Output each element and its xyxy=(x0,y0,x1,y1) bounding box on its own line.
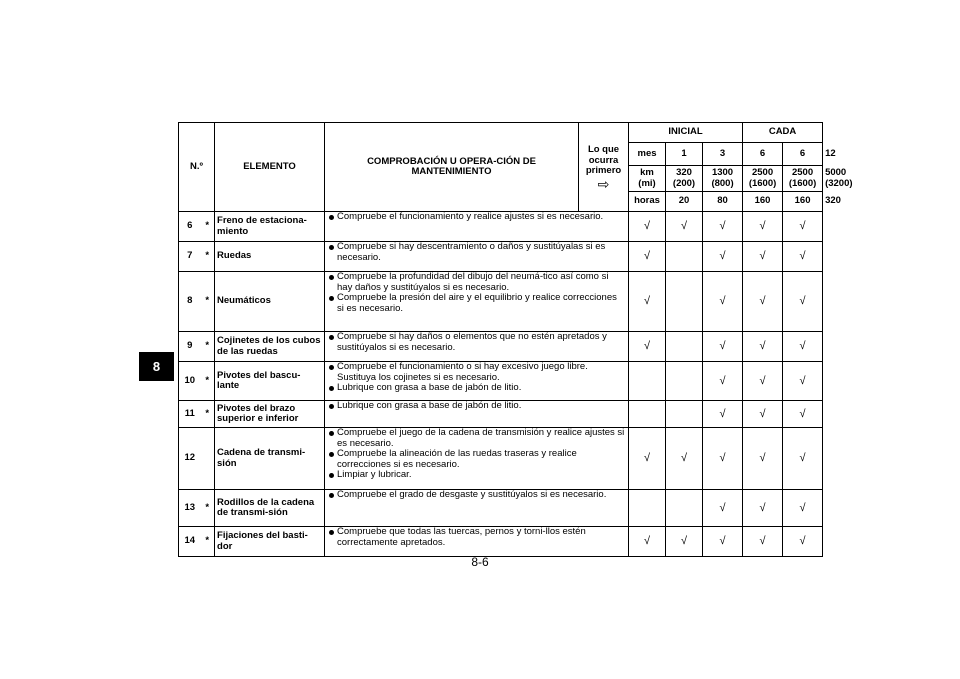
mes-value: 1 xyxy=(666,143,703,166)
check-mark: √ xyxy=(783,490,823,527)
km-label-line-2: (mi) xyxy=(638,177,656,189)
row-checks xyxy=(325,401,629,428)
check-item: Limpiar y lubricar. xyxy=(327,470,626,481)
row-element: Cojinetes de los cubos de las ruedas xyxy=(215,332,325,362)
check-mark xyxy=(629,490,666,527)
table-row xyxy=(179,332,823,362)
row-number: 12 xyxy=(179,428,201,490)
table-header: N.º ELEMENTO COMPROBACIÓN U OPERA-CIÓN DE MANTENIMIENTO Lo que ocurra primero ⇨ INICIAL CADA mes 1 3 6 6 12 km (mi) 320 (200) 1300 (800) 2500 (1600) 2500 (1600) 5000 (3200) horas 20 80 160 160 320 xyxy=(179,123,823,212)
check-mark: √ xyxy=(666,428,703,490)
km-value-km: 2500 xyxy=(791,167,814,178)
check-mark: √ xyxy=(629,212,666,242)
horas-value: 160 xyxy=(783,192,823,212)
km-value-mi: (1600) xyxy=(748,177,777,189)
row-star: * xyxy=(201,212,215,242)
row-element: Pivotes del brazo superior e inferior xyxy=(215,401,325,428)
row-element: Cadena de transmi-sión xyxy=(215,428,325,490)
header-initial: INICIAL xyxy=(629,123,743,143)
km-label-line-1: km xyxy=(640,167,654,178)
check-mark: √ xyxy=(666,212,703,242)
mes-value: 6 xyxy=(743,143,783,166)
row-element: Ruedas xyxy=(215,242,325,272)
check-mark: √ xyxy=(743,272,783,332)
horas-value: 160 xyxy=(743,192,783,212)
check-mark: √ xyxy=(783,362,823,401)
row-star: * xyxy=(201,527,215,557)
check-mark: √ xyxy=(703,332,743,362)
row-number: 13 xyxy=(179,490,201,527)
check-item: Compruebe el funcionamiento o si hay excesivo juego libre. Sustituya los cojinetes si es necesario. xyxy=(327,362,626,383)
check-mark: √ xyxy=(703,212,743,242)
mes-value: 3 xyxy=(703,143,743,166)
km-value-mi: (3200) xyxy=(825,177,853,189)
header-element: ELEMENTO xyxy=(215,123,325,212)
check-item: Lubrique con grasa a base de jabón de litio. xyxy=(327,401,626,412)
check-mark: √ xyxy=(783,212,823,242)
km-value xyxy=(743,166,783,192)
check-mark: √ xyxy=(703,527,743,557)
check-mark xyxy=(666,272,703,332)
row-checks xyxy=(325,242,629,272)
check-mark: √ xyxy=(629,332,666,362)
maintenance-table xyxy=(178,122,853,557)
check-mark: √ xyxy=(743,527,783,557)
row-number: 14 xyxy=(179,527,201,557)
mes-value: 6 xyxy=(783,143,823,166)
check-mark: √ xyxy=(629,242,666,272)
row-checks xyxy=(325,428,629,490)
check-mark: √ xyxy=(666,527,703,557)
whichever-line-1: Lo que xyxy=(587,144,620,155)
row-checks xyxy=(325,332,629,362)
check-mark xyxy=(666,362,703,401)
check-item: Compruebe si hay daños o elementos que no estén apretados y sustitúyalos si es necesario. xyxy=(327,332,626,353)
check-mark: √ xyxy=(743,362,783,401)
table-row xyxy=(179,362,823,401)
check-mark: √ xyxy=(629,272,666,332)
check-mark: √ xyxy=(703,242,743,272)
check-item: Compruebe el grado de desgaste y sustitúyalos si es necesario. xyxy=(327,490,626,501)
check-mark: √ xyxy=(629,527,666,557)
km-value-km: 320 xyxy=(676,167,692,178)
table-row xyxy=(179,428,823,490)
header-every: CADA xyxy=(743,123,823,143)
row-star: * xyxy=(201,490,215,527)
check-mark xyxy=(629,362,666,401)
header-check: COMPROBACIÓN U OPERA-CIÓN DE MANTENIMIENTO xyxy=(325,123,579,212)
row-number: 9 xyxy=(179,332,201,362)
row-number: 11 xyxy=(179,401,201,428)
row-number: 8 xyxy=(179,272,201,332)
row-checks xyxy=(325,527,629,557)
check-mark: √ xyxy=(783,527,823,557)
row-element: Pivotes del bascu-lante xyxy=(215,362,325,401)
check-mark: √ xyxy=(783,272,823,332)
row-star: * xyxy=(201,242,215,272)
check-mark: √ xyxy=(783,428,823,490)
table-body xyxy=(179,212,823,557)
page-number: 8-6 xyxy=(471,555,489,569)
check-mark: √ xyxy=(703,428,743,490)
row-star: * xyxy=(201,401,215,428)
check-mark: √ xyxy=(703,362,743,401)
check-mark: √ xyxy=(743,242,783,272)
chapter-tab xyxy=(139,352,174,381)
row-element: Freno de estaciona-miento xyxy=(215,212,325,242)
horas-value: 20 xyxy=(666,192,703,212)
row-checks xyxy=(325,490,629,527)
check-mark: √ xyxy=(743,490,783,527)
horas-label: horas xyxy=(629,192,666,212)
chapter-tab-label: 8 xyxy=(152,359,161,374)
row-element: Rodillos de la cadena de transmi-sión xyxy=(215,490,325,527)
km-value-mi: (1600) xyxy=(788,177,817,189)
km-value xyxy=(783,166,823,192)
check-mark: √ xyxy=(703,490,743,527)
check-mark: √ xyxy=(743,401,783,428)
check-mark xyxy=(666,401,703,428)
check-mark: √ xyxy=(743,332,783,362)
header-num: N.º xyxy=(179,123,215,212)
header-whichever xyxy=(579,123,629,212)
check-mark xyxy=(629,401,666,428)
row-number: 10 xyxy=(179,362,201,401)
check-mark: √ xyxy=(629,428,666,490)
check-item: Compruebe la presión del aire y el equilibrio y realice correcciones si es necesario. xyxy=(327,293,626,314)
row-checks xyxy=(325,362,629,401)
row-star xyxy=(201,428,215,490)
km-value xyxy=(666,166,703,192)
row-checks xyxy=(325,212,629,242)
km-value-km: 5000 xyxy=(825,167,847,178)
row-number: 6 xyxy=(179,212,201,242)
km-value-mi: (200) xyxy=(672,177,696,189)
km-label xyxy=(629,166,666,192)
check-mark: √ xyxy=(703,272,743,332)
row-checks xyxy=(325,272,629,332)
table-row xyxy=(179,272,823,332)
horas-value: 80 xyxy=(703,192,743,212)
whichever-line-2: ocurra xyxy=(588,154,619,166)
row-star: * xyxy=(201,272,215,332)
km-value-km: 1300 xyxy=(711,167,734,178)
check-item: Compruebe la alineación de las ruedas traseras y realice correcciones si es necesario. xyxy=(327,449,626,470)
table-row xyxy=(179,401,823,428)
check-item: Lubrique con grasa a base de jabón de litio. xyxy=(327,383,626,394)
check-item: Compruebe el juego de la cadena de transmisión y realice ajustes si es necesario. xyxy=(327,428,626,449)
check-mark xyxy=(666,242,703,272)
check-mark xyxy=(666,332,703,362)
check-mark: √ xyxy=(743,212,783,242)
check-mark: √ xyxy=(783,332,823,362)
check-mark xyxy=(666,490,703,527)
check-item: Compruebe el funcionamiento y realice ajustes si es necesario. xyxy=(327,212,626,223)
check-item: Compruebe la profundidad del dibujo del neumá-tico así como si hay daños y sustitúyalos si es necesario. xyxy=(327,272,626,293)
check-item: Compruebe si hay descentramiento o daños y sustitúyalas si es necesario. xyxy=(327,242,626,263)
km-value xyxy=(703,166,743,192)
table-row xyxy=(179,490,823,527)
check-mark: √ xyxy=(703,401,743,428)
row-element: Fijaciones del basti-dor xyxy=(215,527,325,557)
row-element: Neumáticos xyxy=(215,272,325,332)
check-mark: √ xyxy=(783,401,823,428)
check-mark: √ xyxy=(743,428,783,490)
arrow-right-icon: ⇨ xyxy=(597,175,610,192)
row-star: * xyxy=(201,332,215,362)
row-number: 7 xyxy=(179,242,201,272)
check-item: Compruebe que todas las tuercas, pernos y torni-llos estén correctamente apretados. xyxy=(327,527,626,548)
table-row xyxy=(179,212,823,242)
km-value-km: 2500 xyxy=(751,167,774,178)
whichever-line-3: primero xyxy=(585,165,622,176)
km-value-mi: (800) xyxy=(711,177,734,189)
row-star: * xyxy=(201,362,215,401)
table-row xyxy=(179,527,823,557)
table-row xyxy=(179,242,823,272)
mes-label: mes xyxy=(629,143,666,166)
check-mark: √ xyxy=(783,242,823,272)
